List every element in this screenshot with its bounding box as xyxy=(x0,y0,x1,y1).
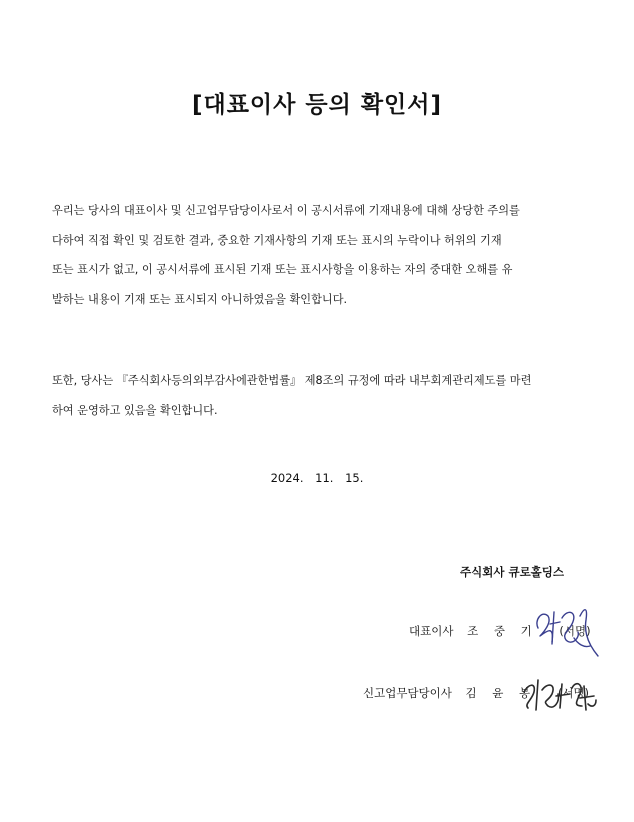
company-name: 주식회사 큐로홀딩스 xyxy=(460,565,564,579)
paragraph-line: 우리는 당사의 대표이사 및 신고업무담당이사로서 이 공시서류에 기재내용에 대해 상당한 주의를 xyxy=(52,204,520,217)
paragraph-line: 하여 운영하고 있음을 확인합니다. xyxy=(52,403,218,417)
disclosure-officer-signature-line xyxy=(363,685,589,701)
signatory-name: 김 윤 봉 xyxy=(465,686,537,700)
signatory-name: 조 중 기 xyxy=(467,624,538,638)
signature-mark-label: (서명) xyxy=(557,686,590,700)
signature-mark-label: (서명) xyxy=(559,624,591,638)
confirmation-paragraph xyxy=(52,196,580,314)
paragraph-line: 또한, 당사는 『주식회사등의외부감사에관한법률』 제8조의 규정에 따라 내부회계관리제도를 마련 xyxy=(52,374,532,387)
internal-control-paragraph xyxy=(52,366,580,425)
signatory-role: 대표이사 xyxy=(409,624,454,638)
paragraph-line: 발하는 내용이 기재 또는 표시되지 아니하였음을 확인합니다. xyxy=(52,292,348,306)
document-date: 2024. 11. 15. xyxy=(270,471,364,485)
paragraph-line: 또는 표시가 없고, 이 공시서류에 표시된 기재 또는 표시사항을 이용하는 자의 중대한 오해를 유 xyxy=(52,263,513,276)
ceo-signature-line xyxy=(409,623,591,639)
signatory-role: 신고업무담당이사 xyxy=(363,686,452,700)
paragraph-line: 다하여 직접 확인 및 검토한 결과, 중요한 기재사항의 기재 또는 표시의 누락이나 허위의 기재 xyxy=(52,233,502,247)
document-title: [대표이사 등의 확인서] xyxy=(191,92,442,118)
